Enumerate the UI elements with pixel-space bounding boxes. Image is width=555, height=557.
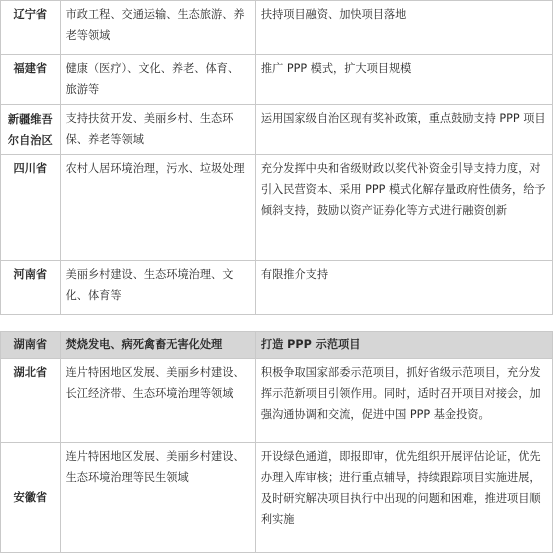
fields-cell: 连片特困地区发展、美丽乡村建设、生态环境治理等民生领域: [60, 443, 255, 553]
fields-cell: 美丽乡村建设、生态环境治理、文化、体育等: [60, 261, 255, 315]
policy-cell: 推广 PPP 模式，扩大项目规模: [255, 55, 552, 105]
header-province-cell: 湖南省: [1, 332, 61, 359]
table-row: [1, 261, 553, 315]
fields-cell: 健康（医疗）、文化、养老、体育、旅游等: [60, 55, 255, 105]
policy-cell: 充分发挥中央和省级财政以奖代补资金引导支持力度，对引入民营资本、采用 PPP 模式化解存量政府性债务，给予倾斜支持，鼓励以资产证券化等方式进行融资创新: [255, 155, 552, 261]
table-row: [1, 1, 553, 55]
table-row: [1, 155, 553, 261]
policy-cell: 积极争取国家部委示范项目，抓好省级示范项目，充分发挥示范新项目引领作用。同时，适时召开项目对接会，加强沟通协调和交流，促进中国 PPP 基金投资。: [255, 359, 552, 443]
province-cell: 湖北省: [1, 359, 61, 443]
header-fields-cell: 焚烧发电、病死禽畜无害化处理: [60, 332, 255, 359]
table-row: [1, 443, 553, 553]
policy-cell: 运用国家级自治区现有奖补政策，重点鼓励支持 PPP 项目: [255, 105, 552, 155]
table-row: [1, 55, 553, 105]
fields-cell: 连片特困地区发展、美丽乡村建设、长江经济带、生态环境治理等领域: [60, 359, 255, 443]
table-header-row: [1, 332, 553, 359]
header-policy-cell: 打造 PPP 示范项目: [255, 332, 552, 359]
province-cell: 新疆维吾尔自治区: [1, 105, 61, 155]
fields-cell: 农村人居环境治理，污水、垃圾处理: [60, 155, 255, 261]
policy-cell: 有限推介支持: [255, 261, 552, 315]
policy-cell: 扶持项目融资、加快项目落地: [255, 1, 552, 55]
province-cell: 辽宁省: [1, 1, 61, 55]
fields-cell: 支持扶贫开发、美丽乡村、生态环保、养老等领域: [60, 105, 255, 155]
policy-cell: 开设绿色通道，即报即审，优先组织开展评估论证，优先办理入库审核；进行重点辅导，持续跟踪项目实施进展，及时研究解决项目执行中出现的问题和困难，推进项目顺利实施: [255, 443, 552, 553]
province-cell: 福建省: [1, 55, 61, 105]
ppp-policy-table-2: [0, 331, 553, 553]
province-cell: 安徽省: [1, 443, 61, 553]
table-row: [1, 359, 553, 443]
fields-cell: 市政工程、交通运输、生态旅游、养老等领域: [60, 1, 255, 55]
province-cell: 河南省: [1, 261, 61, 315]
province-cell: 四川省: [1, 155, 61, 261]
table-row: [1, 105, 553, 155]
